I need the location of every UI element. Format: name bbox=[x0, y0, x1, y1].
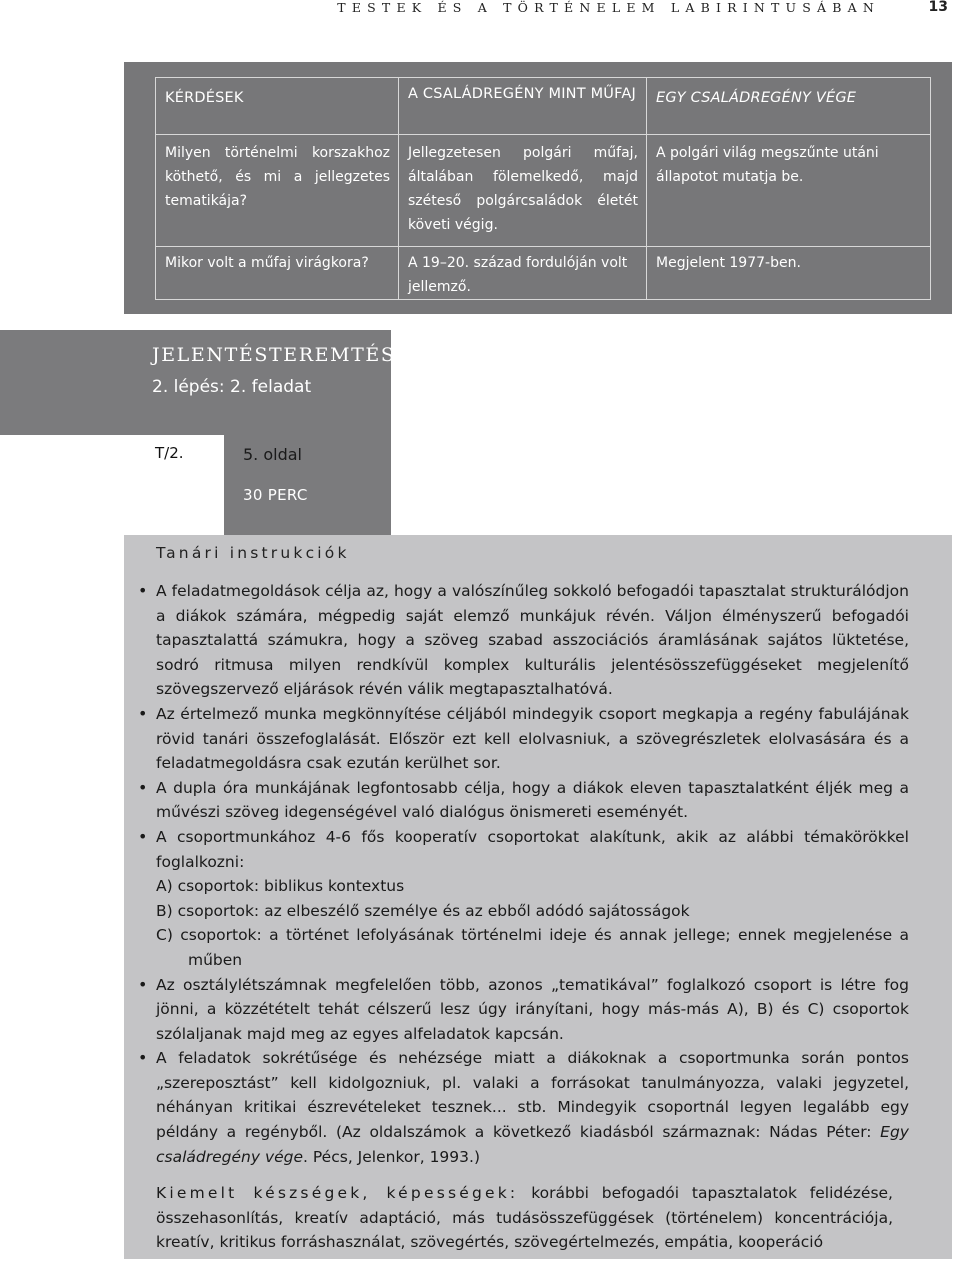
key-skills bbox=[156, 1181, 893, 1255]
table-cell: A polgári világ megszűnte utáni állapotot mutatja be. bbox=[647, 135, 931, 247]
group-item-b: B) csoportok: az elbeszélő személye és az ebből adódó sajátosságok bbox=[156, 901, 690, 920]
key-skills-text: korábbi befogadói tapasztalatok felidézése, összehasonlítás, kreatív adaptáció, más tudásösszefüggések (történelem) koncentrációja, kreatív, kritikus forráshasználat, szövegértés, szövegértelmezés, empátia, kooperáció bbox=[156, 1184, 893, 1252]
instructions-list bbox=[138, 579, 909, 1169]
section-step: 2. lépés: 2. feladat bbox=[152, 377, 312, 397]
citation-book-title: Egy családregény vége bbox=[156, 1123, 909, 1166]
list-item: • Az értelmező munka megkönnyítése céljából mindegyik csoport megkapja a regény fabulájának rövid tanári összefoglalását. Először ezt kell elolvasniuk, a szövegrészletek elolvasására és a feladatmegoldásra csak ezután kerülhet sor. bbox=[138, 702, 909, 776]
table-cell: Mikor volt a műfaj virágkora? bbox=[156, 246, 399, 299]
comparison-table bbox=[155, 77, 931, 300]
task-page-ref: 5. oldal bbox=[243, 445, 302, 464]
task-code: T/2. bbox=[155, 444, 184, 462]
section-header-block bbox=[0, 330, 396, 435]
page-number: 13 bbox=[928, 0, 948, 15]
section-title: JELENTÉSTEREMTÉS bbox=[152, 344, 396, 366]
task-meta-tab bbox=[224, 435, 391, 535]
instructions-title: Tanári instrukciók bbox=[156, 544, 350, 562]
table-header-genre: A CSALÁDREGÉNY MINT MŰFAJ bbox=[399, 78, 647, 135]
table-cell: Milyen történelmi korszakhoz köthető, és mi a jellegzetes tematikája? bbox=[156, 135, 399, 247]
list-item: • A feladatok sokrétűsége és nehézsége miatt a diákoknak a csoportmunka során pontos „szereposztást” kell kidolgozniuk, pl. valaki a forrásokat tanulmányozza, valaki jegyzetel, néhányan kritikai észrevételeket tesznek... stb. Mindegyik csoportnál legyen legalább egy példány a regényből. (Az oldalszámok a következő kiadásból származnak: Nádas Péter: Egy családregény vége. Pécs, Jelenkor, 1993.) bbox=[138, 1046, 909, 1169]
list-item: • A dupla óra munkájának legfontosabb célja, hogy a diákok eleven tapasztalatként éljék meg a művészi szöveg idegenségével való dialógus önismereti eseményét. bbox=[138, 776, 909, 825]
table-cell: A 19–20. század fordulóján volt jellemző. bbox=[399, 246, 647, 299]
group-item-a: A) csoportok: biblikus kontextus bbox=[156, 877, 405, 896]
running-header bbox=[0, 0, 960, 20]
table-header-novel: EGY CSALÁDREGÉNY VÉGE bbox=[647, 78, 931, 135]
group-item-c: C) csoportok: a történet lefolyásának történelmi ideje és annak jellege; ennek megjelenése a műben bbox=[156, 926, 909, 969]
running-header-title: TESTEK ÉS A TÖRTÉNELEM LABIRINTUSÁBAN bbox=[337, 0, 880, 15]
task-duration: 30 PERC bbox=[243, 486, 308, 504]
list-item: • A feladatmegoldások célja az, hogy a valószínűleg sokkoló befogadói tapasztalat strukturálódjon a diákok számára, mégpedig saját elemző munkájuk révén. Váljon élményszerű befogadói tapasztalattá számukra, hogy a szöveg szabad asszociációs áramlásának sajátos lüktetése, sodró ritmusa milyen rendkívül komplex kulturális jelentésösszefüggéseket megjelenítő szövegszervező eljárások révén válik megtapasztalhatóvá. bbox=[138, 579, 909, 702]
comparison-table-panel bbox=[124, 62, 952, 314]
list-item: • A csoportmunkához 4-6 fős kooperatív csoportokat alakítunk, akik az alábbi témakörökkel foglalkozni: A) csoportok: biblikus kontextus B) csoportok: az elbeszélő személye és az ebből adódó sajátosságok C) csoportok: a történet lefolyásának történelmi ideje és annak jellege; ennek megjelenése a műben bbox=[138, 825, 909, 973]
table-cell: Jellegzetesen polgári műfaj, általában fölemelkedő, majd széteső polgárcsaládok életét követi végig. bbox=[399, 135, 647, 247]
teacher-instructions-panel bbox=[124, 535, 952, 1259]
citation-note: (Az oldalszámok a következő kiadásból származnak: Nádas Péter: Egy családregény vége. Pécs, Jelenkor, 1993.) bbox=[156, 1123, 909, 1166]
table-header-questions: KÉRDÉSEK bbox=[156, 78, 399, 135]
list-item: • Az osztálylétszámnak megfelelően több, azonos „tematikával” foglalkozó csoport is létre fog jönni, a közzétételt tehát célszerű lesz úgy irányítani, hogy más-más A), B) és C) csoportok szólaljanak majd meg az egyes alfeladatok kapcsán. bbox=[138, 973, 909, 1047]
table-cell: Megjelent 1977-ben. bbox=[647, 246, 931, 299]
key-skills-label: Kiemelt készségek, képességek: bbox=[156, 1184, 519, 1202]
